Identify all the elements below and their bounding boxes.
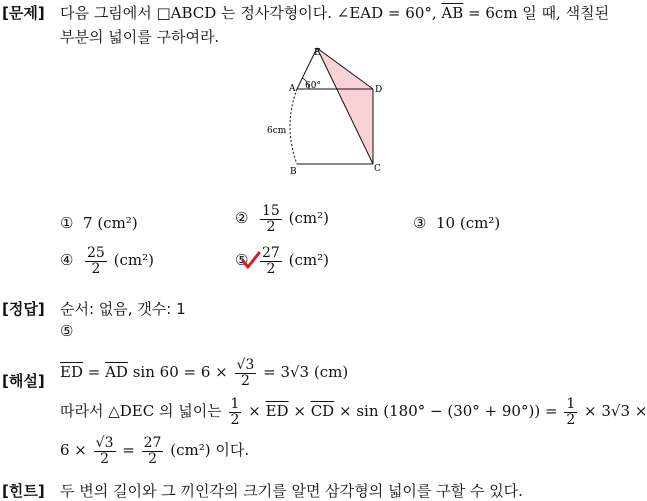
choice-2-unit: (cm²) bbox=[288, 209, 329, 228]
check-mark-icon bbox=[241, 250, 261, 270]
answer-line-1: 순서: 없음, 갯수: 1 bbox=[60, 300, 186, 318]
segment-ed-text-2: $\overline{ED}$ bbox=[265, 402, 289, 421]
choice-1-num: ① bbox=[60, 214, 74, 232]
choice-4-num: ④ bbox=[60, 251, 74, 270]
label-e: E bbox=[314, 48, 321, 58]
segment-ed-text: $\overline{ED}$ bbox=[60, 363, 83, 382]
choice-4[interactable] bbox=[60, 246, 154, 276]
answer-line-2: ⑤ bbox=[60, 322, 74, 340]
square-figure bbox=[255, 40, 395, 180]
angle-label: 60° bbox=[305, 81, 321, 91]
problem-text-b: = 6cm 일 때, 색칠된 bbox=[463, 4, 610, 22]
choice-2-fraction: $\frac{15}{2}$ bbox=[262, 203, 280, 235]
label-d: D bbox=[375, 85, 383, 95]
segment-cd-text: $\overline{CD}$ bbox=[310, 402, 335, 421]
side-label: 6cm bbox=[267, 126, 287, 136]
choice-1-unit: (cm²) bbox=[97, 214, 138, 232]
hint-tag: [힌트] bbox=[2, 482, 45, 500]
choice-3-value: 10 bbox=[436, 214, 456, 232]
choice-3-num: ③ bbox=[413, 214, 427, 232]
solution-line-2: 따라서 △DEC 의 넓이는 $\frac{1}{2}$ × $\overline{ED} \times \overline{CD} \times \sin (180^\circ - (30^\circ + 90^\circ))$ = $\frac{1}{2}$ × 3√3 × bbox=[60, 396, 647, 428]
solution-fraction-5: $\frac{27}{2}$ bbox=[143, 435, 162, 467]
solution-tag: [해설] bbox=[2, 372, 45, 390]
choice-5-num: ⑤ bbox=[235, 251, 249, 270]
choice-1[interactable] bbox=[60, 214, 138, 232]
choice-4-fraction: $\frac{25}{2}$ bbox=[87, 245, 105, 277]
side-ab-dashed bbox=[290, 89, 297, 164]
solution-fraction-4: $\frac{√3}{2}$ bbox=[95, 435, 114, 467]
solution-fraction-3: $\frac{1}{2}$ bbox=[566, 396, 576, 428]
choice-2-num: ② bbox=[235, 209, 249, 228]
choice-1-value: 7 bbox=[83, 214, 93, 232]
choice-5-fraction: $\frac{27}{2}$ bbox=[262, 245, 280, 277]
segment-ab: $\overline{AB}$ bbox=[441, 4, 464, 22]
choice-4-unit: (cm²) bbox=[113, 251, 154, 270]
solution-line-3: 6 × $\frac{√3}{2}$ = $\frac{27}{2}$ (cm²) 이다. bbox=[60, 435, 250, 467]
segment-ad-text: $\overline{AD}$ bbox=[105, 363, 128, 382]
label-b: B bbox=[290, 167, 297, 177]
label-a: A bbox=[289, 84, 296, 94]
choice-3-unit: (cm²) bbox=[459, 214, 501, 232]
solution-fraction-2: $\frac{1}{2}$ bbox=[230, 396, 240, 428]
label-c: C bbox=[374, 164, 381, 174]
problem-text-a: 다음 그림에서 □ABCD 는 정사각형이다. ∠EAD = 60°, bbox=[60, 4, 442, 22]
answer-tag: [정답] bbox=[2, 300, 45, 318]
choice-3[interactable] bbox=[413, 214, 500, 232]
hint-text: 두 변의 길이와 그 끼인각의 크기를 알면 삼각형의 넓이를 구할 수 있다. bbox=[60, 482, 523, 500]
problem-line-1 bbox=[60, 2, 609, 23]
solution-fraction-1: $\frac{√3}{2}$ bbox=[236, 357, 255, 389]
problem-line-2: 부분의 넓이를 구하여라. bbox=[60, 28, 220, 46]
problem-tag: [문제] bbox=[2, 4, 45, 22]
choice-2[interactable] bbox=[235, 204, 329, 234]
solution-line-1: $\overline{ED} = \overline{AD}$ sin 60 = 6 × $\frac{√3}{2}$ = 3√3 (cm) bbox=[60, 357, 349, 389]
choice-5-unit: (cm²) bbox=[288, 251, 329, 270]
